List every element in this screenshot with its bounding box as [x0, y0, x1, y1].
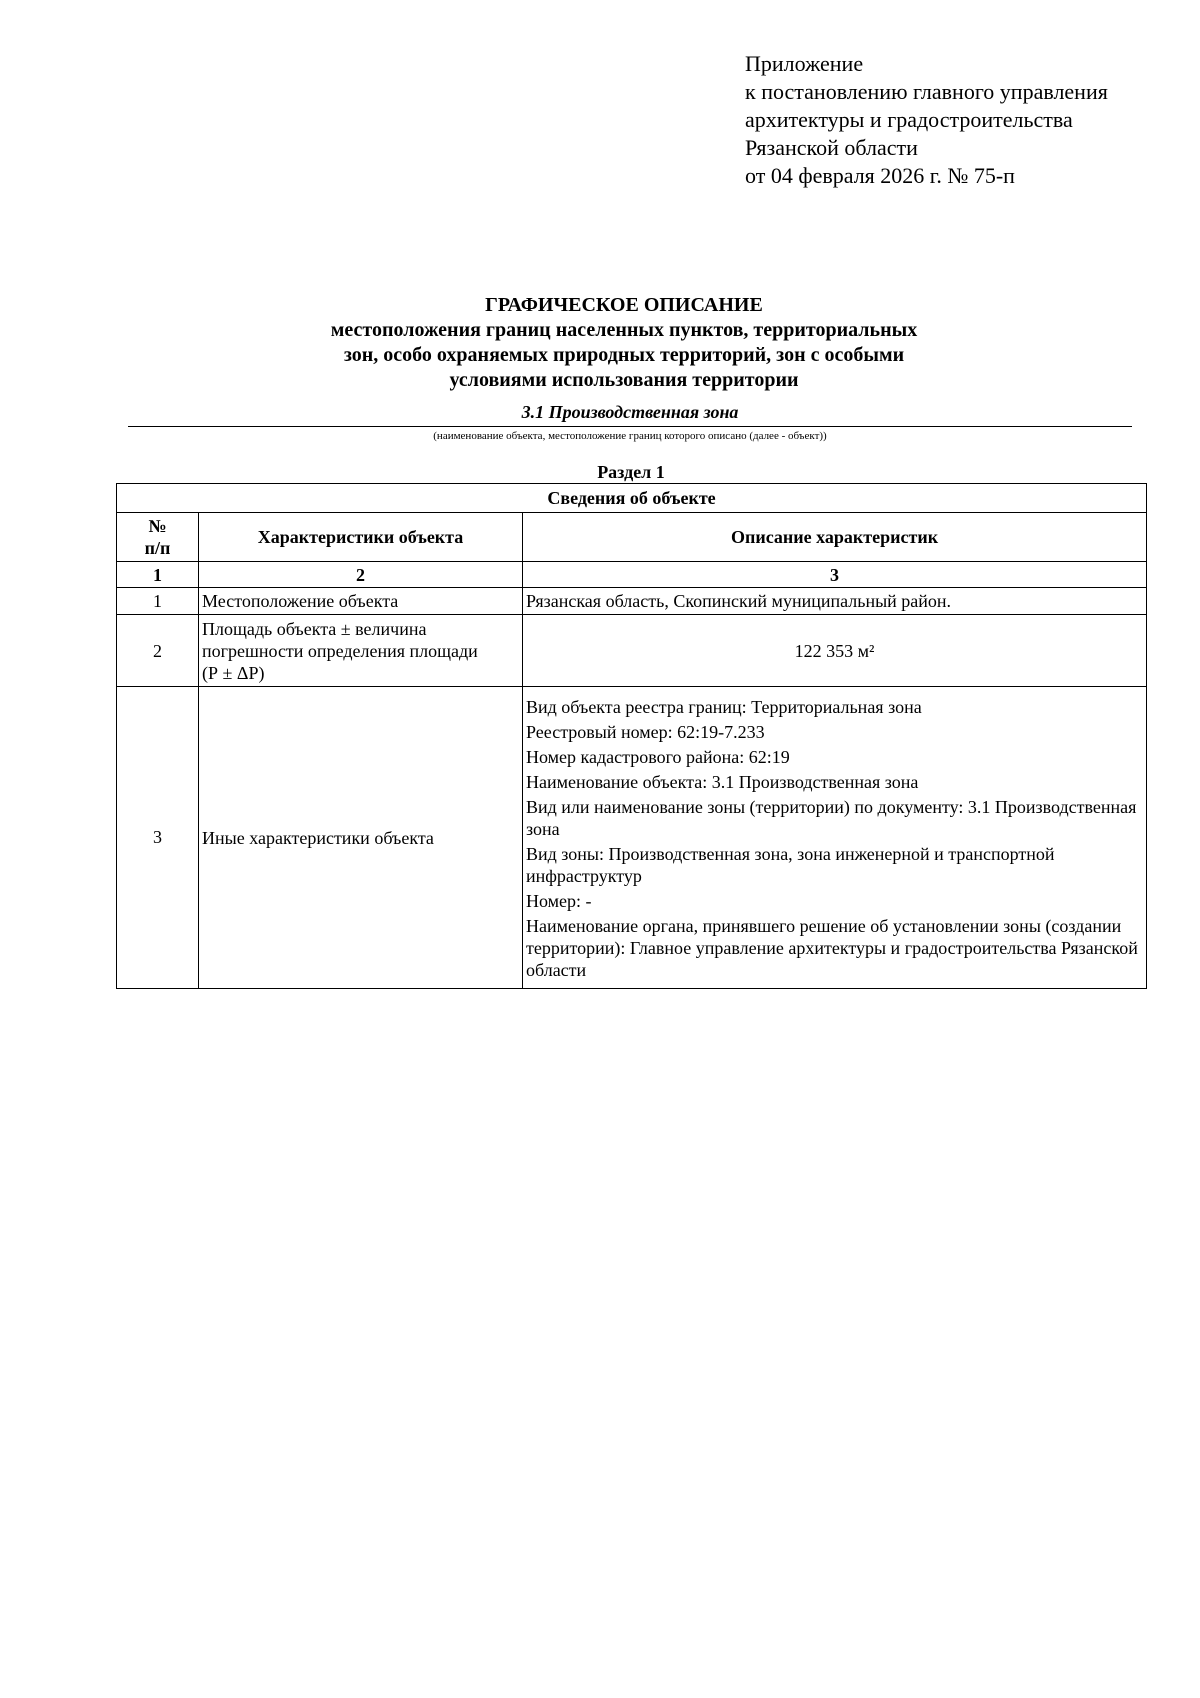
appendix-block: [745, 50, 1108, 190]
column-number: 2: [199, 562, 523, 588]
table-caption: Сведения об объекте: [117, 484, 1147, 513]
characteristic-line: Площадь объекта ± величина: [202, 618, 427, 639]
row-characteristic: Иные характеристики объекта: [199, 687, 523, 989]
row-characteristic: [199, 615, 523, 687]
description-line: Номер: -: [526, 890, 592, 911]
characteristic-line: погрешности определения площади: [202, 640, 478, 661]
description-line: Вид зоны: Производственная зона, зона инженерной и транспортной инфраструктур: [526, 843, 1055, 886]
row-description: Рязанская область, Скопинский муниципальный район.: [523, 588, 1147, 615]
description-line: Наименование органа, принявшего решение об установлении зоны (создании территории): Главное управление архитектуры и градостроительства Рязанской области: [526, 915, 1138, 980]
description-line: Вид объекта реестра границ: Территориальная зона: [526, 696, 922, 717]
header-num-line2: п/п: [144, 538, 171, 558]
appendix-line: от 04 февраля 2026 г. № 75-п: [745, 163, 1015, 188]
object-underline: [128, 426, 1132, 427]
column-number-row: [117, 562, 1147, 588]
row-characteristic: Местоположение объекта: [199, 588, 523, 615]
object-caption: (наименование объекта, местоположение границ которого описано (далее - объект)): [433, 430, 827, 442]
row-description: 122 353 м²: [523, 615, 1147, 687]
document-title: [116, 292, 1132, 393]
object-name: 3.1 Производственная зона: [521, 402, 739, 422]
title-main: ГРАФИЧЕСКОЕ ОПИСАНИЕ: [485, 294, 763, 316]
object-info-table: [116, 483, 1147, 989]
row-num: 2: [117, 615, 199, 687]
appendix-line: Рязанской области: [745, 135, 918, 160]
column-number: 3: [523, 562, 1147, 588]
table-row: [117, 588, 1147, 615]
appendix-line: к постановлению главного управления: [745, 79, 1108, 104]
row-num: 1: [117, 588, 199, 615]
title-sub-line: местоположения границ населенных пунктов, территориальных: [330, 319, 918, 341]
title-sub-line: зон, особо охраняемых природных территорий, зон с особыми: [343, 344, 905, 366]
column-number: 1: [117, 562, 199, 588]
description-line: Вид или наименование зоны (территории) по документу: 3.1 Производственная зона: [526, 796, 1137, 839]
header-characteristics: Характеристики объекта: [199, 513, 523, 562]
description-line: Реестровый номер: 62:19-7.233: [526, 721, 765, 742]
appendix-line: архитектуры и градостроительства: [745, 107, 1073, 132]
row-description: [523, 687, 1147, 989]
description-line: Номер кадастрового района: 62:19: [526, 746, 790, 767]
row-num: 3: [117, 687, 199, 989]
appendix-line: Приложение: [745, 51, 864, 76]
table-row: [117, 615, 1147, 687]
title-sub-line: условиями использования территории: [449, 369, 799, 391]
table-row: [117, 687, 1147, 989]
header-num-line1: №: [148, 516, 167, 536]
table-caption-row: [117, 484, 1147, 513]
section-title: Раздел 1: [597, 462, 665, 482]
header-num: [117, 513, 199, 562]
table-header-row: [117, 513, 1147, 562]
characteristic-line: (Р ± ΔР): [202, 662, 265, 683]
description-line: Наименование объекта: 3.1 Производственная зона: [526, 771, 919, 792]
header-description: Описание характеристик: [523, 513, 1147, 562]
